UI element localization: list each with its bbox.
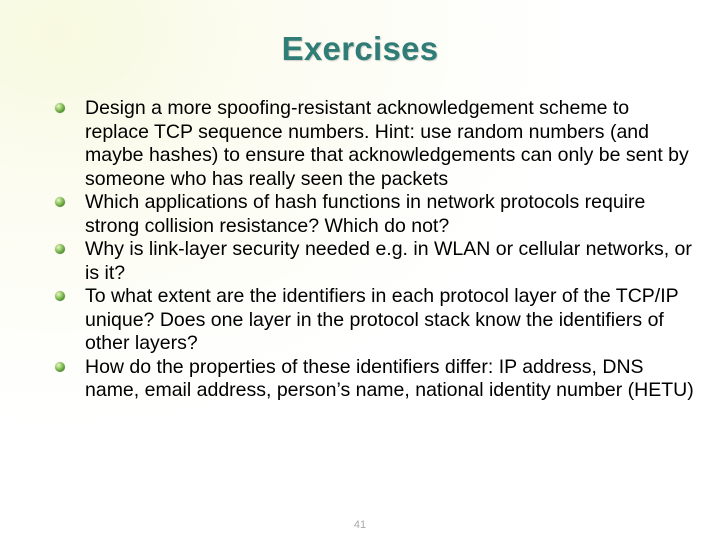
bullet-text: Why is link-layer security needed e.g. in WLAN or cellular networks, or is it? — [85, 238, 692, 284]
bullet-text: How do the properties of these identifiers differ: IP address, DNS name, email address, person’s name, national identity number (HETU) — [85, 355, 694, 401]
bullet-list — [54, 97, 694, 403]
bullet-dot-icon — [55, 103, 65, 113]
page-number: 41 — [353, 519, 367, 531]
bullet-item-5 — [54, 356, 694, 403]
bullet-text: Design a more spoofing-resistant acknowledgement scheme to replace TCP sequence numbers. Hint: use random numbers (and maybe hashes) to ensure that acknowledgements can only be sent by someone who has really seen the packets — [85, 97, 689, 190]
bullet-item-4 — [54, 285, 694, 356]
bullet-text: Which applications of hash functions in network protocols require strong collision resistance? Which do not? — [85, 191, 646, 237]
bullet-dot-icon — [55, 244, 65, 254]
slide-title: Exercises — [281, 30, 439, 67]
bullet-dot-icon — [55, 362, 65, 372]
bullet-dot-icon — [55, 291, 65, 301]
bullet-text: To what extent are the identifiers in each protocol layer of the TCP/IP unique? Does one layer in the protocol stack know the identifiers of other layers? — [85, 285, 679, 354]
bullet-item-1 — [54, 97, 694, 191]
bullet-dot-icon — [55, 197, 65, 207]
bullet-item-3 — [54, 238, 694, 285]
bullet-item-2 — [54, 191, 694, 238]
